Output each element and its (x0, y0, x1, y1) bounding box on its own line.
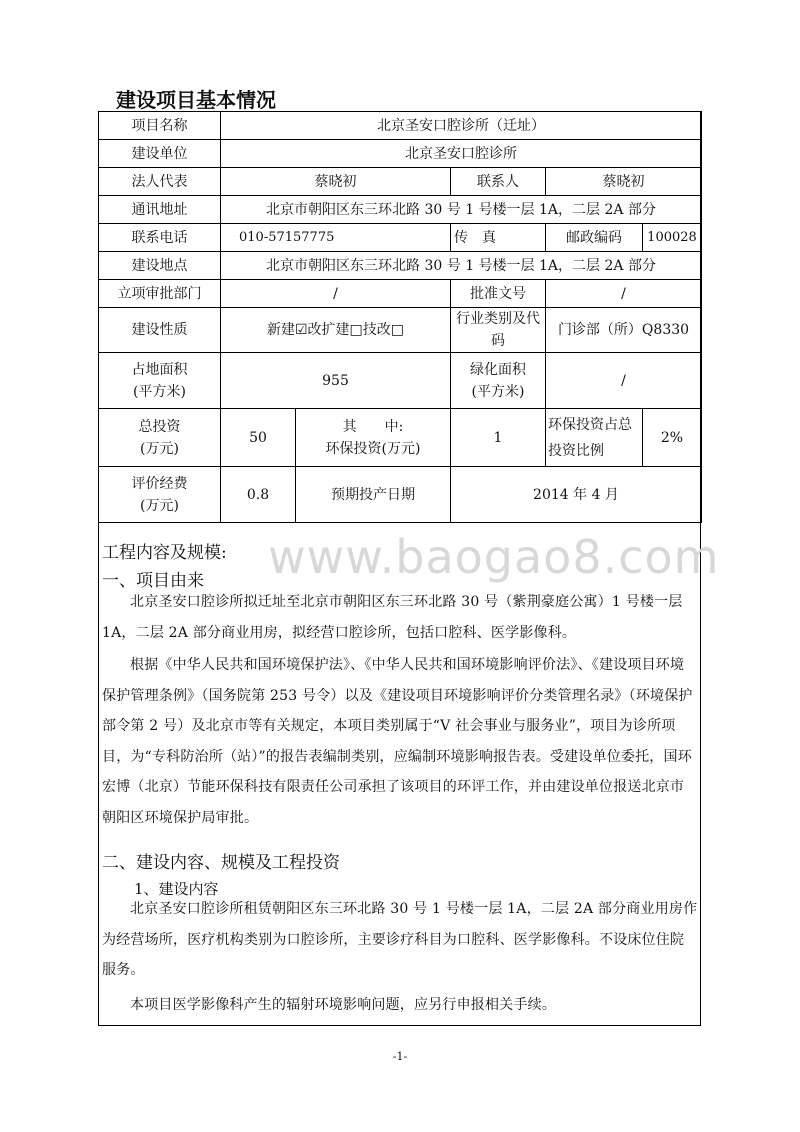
section-1-paragraph-1: 北京圣安口腔诊所拟迁址至北京市朝阳区东三环北路 30 号（紫荆豪庭公寓）1 号楼一层 1A，二层 2A 部分商业用房，拟经营口腔诊所，包括口腔科、医学影像科。 (102, 594, 683, 641)
legal-rep-label: 法人代表 (99, 168, 221, 196)
env-invest-value: 1 (451, 409, 546, 467)
section-2-subtitle: 1、建设内容 (134, 880, 219, 898)
env-invest-label: 其 中: 环保投资(万元) (296, 409, 451, 467)
unit-value: 北京圣安口腔诊所 (221, 140, 702, 168)
fax-label: 传 真 (451, 224, 546, 252)
contact-label: 联系人 (451, 168, 546, 196)
section-1-paragraph-2: 根据《中华人民共和国环境保护法》、《中华人民共和国环境影响评价法》、《建设项目环境保护管理条例》（国务院第 253 号令）以及《建设项目环境影响评价分类管理名录》（环境保护部令第 2 号）及北京市等有关规定，本项目类别属于“V 社会事业与服务业”，项目为诊所项目，为“专科防治所（站）”的报告表编制类别，应编制环境影响报告表。受建设单位委托，国环宏博（北京）节能环保科技有限责任公司承担了该项目的环评工作，并由建设单位报送北京市朝阳区环境保护局审批。 (102, 657, 693, 826)
unit-label: 建设单位 (99, 140, 221, 168)
area-value: 955 (221, 353, 451, 409)
invest-label: 总投资 (万元) (99, 409, 221, 467)
address-value: 北京市朝阳区东三环北路 30 号 1 号楼一层 1A，二层 2A 部分 (221, 196, 702, 224)
approval-dept-value: / (221, 280, 451, 308)
section-2-paragraph-1: 北京圣安口腔诊所租赁朝阳区东三环北路 30 号 1 号楼一层 1A，二层 2A 部分商业用房作为经营场所，医疗机构类别为口腔诊所，主要诊疗科目为口腔科、医学影像科。不设床位住院服务。 (102, 901, 698, 978)
contact-value: 蔡晓初 (546, 168, 702, 196)
approval-dept-label: 立项审批部门 (99, 280, 221, 308)
postcode-value: 100028 (643, 224, 702, 252)
approval-no-label: 批准文号 (451, 280, 546, 308)
start-date-value: 2014 年 4 月 (451, 467, 702, 523)
fee-label: 评价经费 (万元) (99, 467, 221, 523)
phone-label: 联系电话 (99, 224, 221, 252)
industry-label: 行业类别及代码 (451, 308, 546, 353)
site-label: 建设地点 (99, 252, 221, 280)
green-value: / (546, 353, 702, 409)
nature-label: 建设性质 (99, 308, 221, 353)
section-title: 建设项目基本情况 (116, 88, 276, 112)
env-ratio-label: 环保投资占总投资比例 (546, 409, 643, 467)
phone-value: 010-57157775 (221, 224, 451, 252)
legal-rep-value: 蔡晓初 (221, 168, 451, 196)
page-number: -1- (392, 1050, 408, 1063)
approval-no-value: / (546, 280, 702, 308)
section-2-paragraph-2: 本项目医学影像科产生的辐射环境影响问题，应另行申报相关手续。 (130, 997, 556, 1013)
content-heading: 工程内容及规模: (102, 543, 227, 563)
industry-value: 门诊部（所）Q8330 (546, 308, 702, 353)
watermark: www.baogao8.com (268, 530, 720, 584)
area-label: 占地面积 (平方米) (99, 353, 221, 409)
green-label: 绿化面积 (平方米) (451, 353, 546, 409)
site-value: 北京市朝阳区东三环北路 30 号 1 号楼一层 1A，二层 2A 部分 (221, 252, 702, 280)
nature-value: 新建☑改扩建□技改□ (221, 308, 451, 353)
fee-value: 0.8 (221, 467, 296, 523)
postcode-label: 邮政编码 (546, 224, 643, 252)
invest-value: 50 (221, 409, 296, 467)
project-name-value: 北京圣安口腔诊所（迁址） (221, 112, 702, 140)
section-1-title: 一、项目由来 (102, 571, 204, 591)
address-label: 通讯地址 (99, 196, 221, 224)
env-ratio-value: 2% (643, 409, 702, 467)
section-2-title: 二、建设内容、规模及工程投资 (102, 853, 340, 873)
project-name-label: 项目名称 (99, 112, 221, 140)
start-date-label: 预期投产日期 (296, 467, 451, 523)
